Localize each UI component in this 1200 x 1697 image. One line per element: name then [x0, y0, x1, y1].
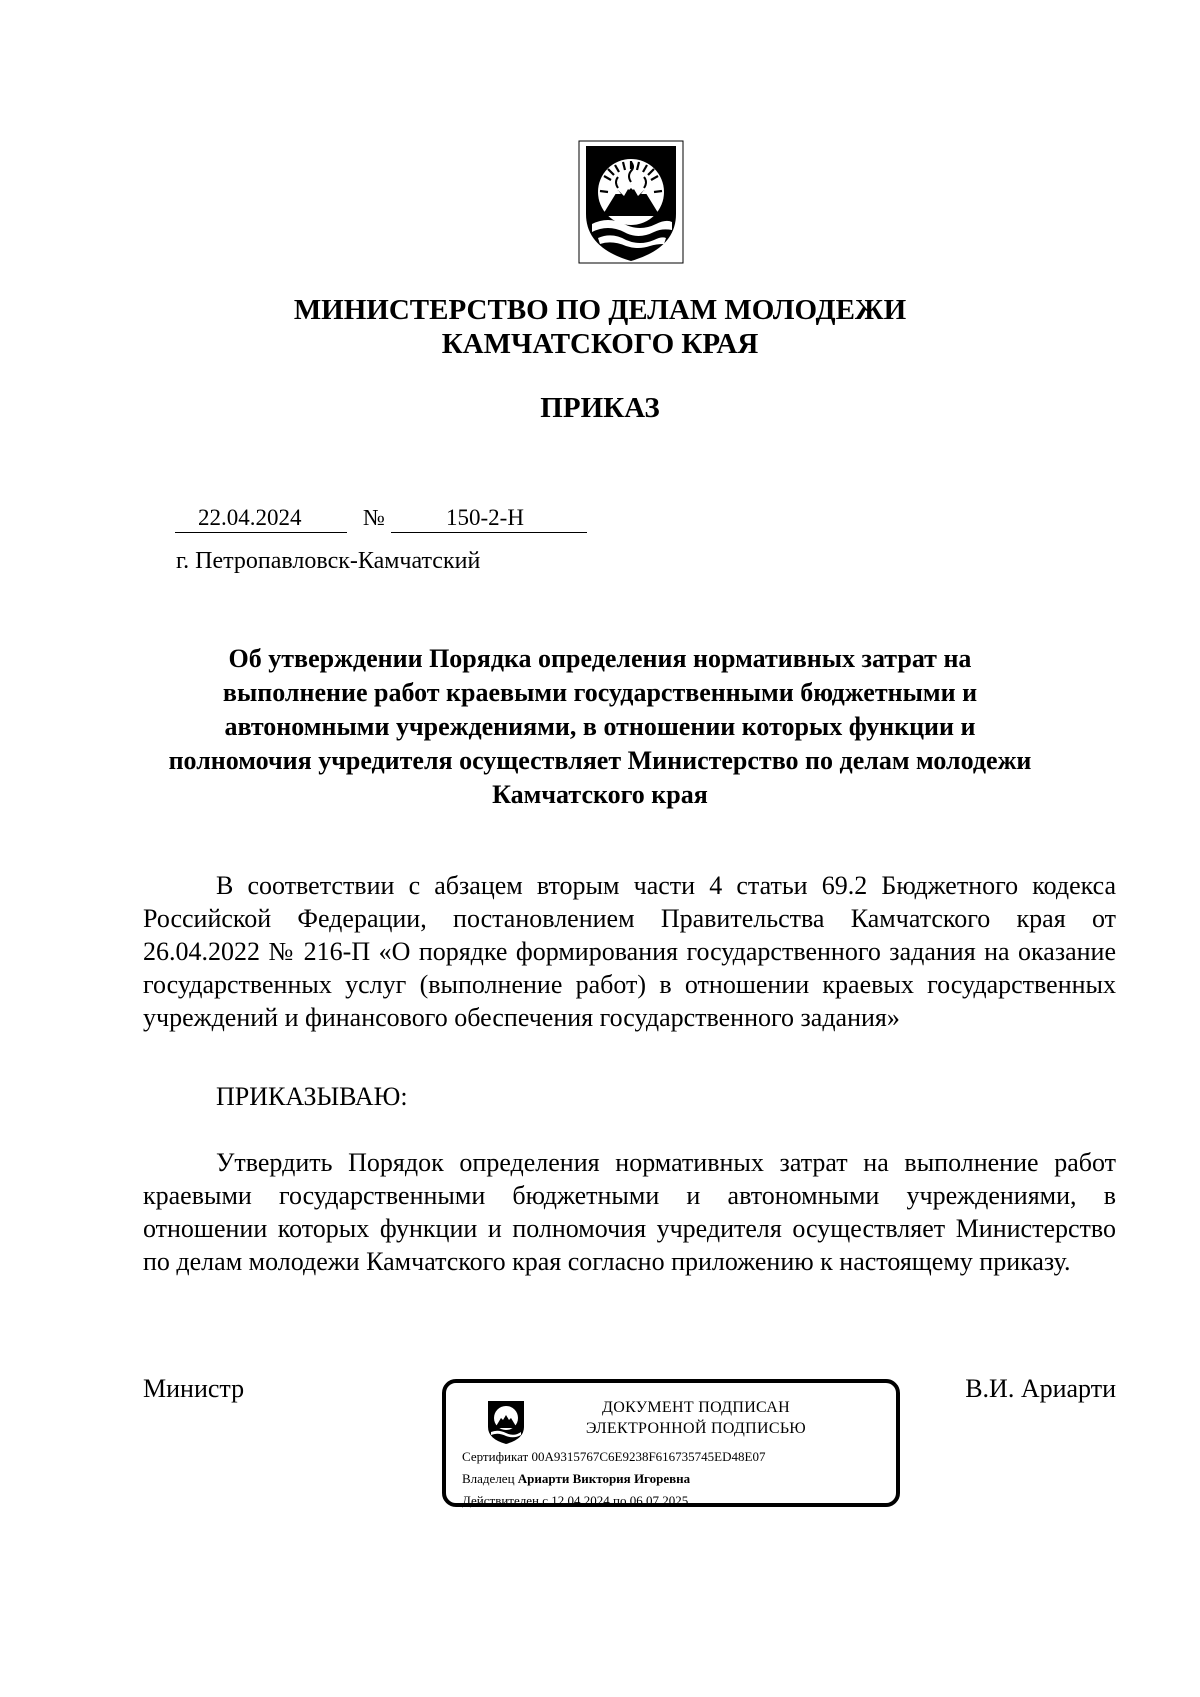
valid-to-label: по	[613, 1493, 627, 1508]
document-number: 150-2-Н	[446, 505, 524, 530]
subject-line-4: полномочия учредителя осуществляет Министерство по делам молодежи	[168, 746, 1032, 775]
number-sign: №	[363, 505, 385, 530]
coat-of-arms-icon	[486, 1399, 526, 1445]
owner-line	[462, 1471, 690, 1487]
electronic-signature-stamp	[442, 1379, 900, 1507]
coat-of-arms-icon	[578, 140, 684, 264]
order-paragraph: Утвердить Порядок определения нормативных затрат на выполнение работ краевыми государственными бюджетными и автономными учреждениями, в отношении которых функции и полномочия учредителя осуществляет Министерство по делам молодежи Камчатского края согласно приложению к настоящему приказу.	[143, 1148, 1116, 1276]
validity-line	[462, 1493, 688, 1509]
subject-line-1: Об утверждении Порядка определения нормативных затрат на	[228, 644, 972, 673]
owner-label: Владелец	[462, 1471, 515, 1486]
stamp-title-line-1: ДОКУМЕНТ ПОДПИСАН	[602, 1399, 790, 1416]
date-underline	[175, 532, 347, 533]
stamp-title-line-2: ЭЛЕКТРОННОЙ ПОДПИСЬЮ	[585, 1420, 807, 1437]
signer-name: В.И. Ариарти	[965, 1374, 1116, 1403]
signer-position: Министр	[143, 1374, 245, 1403]
valid-from: 12.04.2024	[551, 1493, 610, 1508]
subject-line-2: выполнение работ краевыми государственными бюджетными и	[222, 678, 978, 707]
document-type: ПРИКАЗ	[540, 392, 660, 424]
valid-label: Действителен с	[462, 1493, 548, 1508]
certificate-label: Сертификат	[462, 1449, 529, 1464]
number-underline	[391, 532, 587, 533]
subject-line-5: Камчатского края	[492, 780, 708, 809]
subject-line-3: автономными учреждениями, в отношении которых функции и	[224, 712, 976, 741]
owner-value: Ариарти Виктория Игоревна	[517, 1471, 691, 1486]
order-word: ПРИКАЗЫВАЮ:	[216, 1082, 408, 1111]
preamble-paragraph: В соответствии с абзацем вторым части 4 статьи 69.2 Бюджетного кодекса Российской Федерации, постановлением Правительства Камчатского края от 26.04.2022 № 216-П «О порядке формирования государственного задания на оказание государственных услуг (выполнение работ) в отношении краевых государственных учреждений и финансового обеспечения государственного задания»	[143, 871, 1116, 1032]
valid-to: 06.07.2025	[629, 1493, 689, 1508]
document-subject	[100, 642, 1100, 812]
ministry-line-1: МИНИСТЕРСТВО ПО ДЕЛАМ МОЛОДЕЖИ	[293, 294, 907, 326]
city: г. Петропавловск-Камчатский	[176, 548, 481, 574]
stamp-title	[546, 1397, 846, 1439]
ministry-name	[0, 293, 1200, 361]
certificate-value: 00A9315767C6E9238F616735745ED48E07	[531, 1449, 766, 1464]
certificate-line	[462, 1449, 765, 1465]
document-date: 22.04.2024	[198, 505, 302, 530]
ministry-line-2: КАМЧАТСКОГО КРАЯ	[441, 328, 759, 360]
